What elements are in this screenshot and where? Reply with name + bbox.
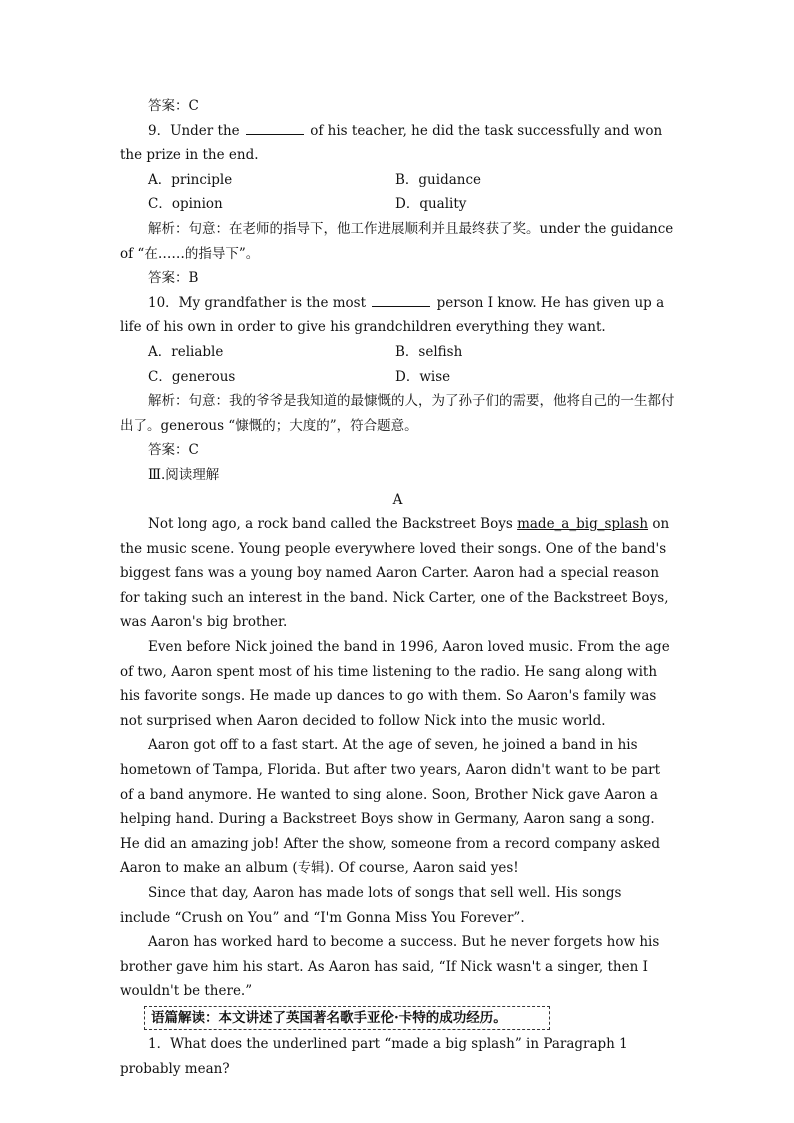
q1-stem: 1．What does the underlined part “made a big splash” in Paragraph 1 probably mean? <box>120 1035 628 1077</box>
q10-blank <box>372 292 430 307</box>
passage-label: A <box>392 491 403 508</box>
q9-answer: 答案：B <box>148 270 199 287</box>
q9-options-row-2 <box>120 192 675 217</box>
section-title: Ⅲ.阅读理解 <box>148 466 220 483</box>
passage-p1-underlined: made_a_big_splash <box>517 516 649 533</box>
passage-paragraph-5: Aaron has worked hard to become a success. But he never forgets how his brother gave him his start. As Aaron has said, “If Nick wasn't a singer, then I wouldn't be there.” <box>120 934 660 1000</box>
passage-paragraph-2: Even before Nick joined the band in 1996, Aaron loved music. From the age of two, Aaron spent most of his time listening to the radio. He sang along with his favorite songs. He made up dances to go with them. So Aaron's family was not surprised when Aaron decided to follow Nick into the music world. <box>120 639 670 729</box>
q10-answer: 答案：C <box>148 442 199 459</box>
passage-p1-after: on the music scene. Young people everywhere loved their songs. One of the band's biggest fans was a young boy named Aaron Carter. Aaron had a special reason for taking such an interest in the band. Nick Carter, one of the Backstreet Boys, was Aaron's big brother. <box>120 516 670 631</box>
q10-stem <box>120 291 675 340</box>
q9-option-c: C．opinion <box>148 196 223 213</box>
q9-options-row-1 <box>120 168 675 193</box>
q9-analysis: 解析：句意：在老师的指导下，他工作进展顺利并且最终获了奖。under the guidance of “在……的指导下”。 <box>120 220 674 262</box>
q9-stem <box>120 119 675 168</box>
q10-option-a: A．reliable <box>148 343 224 360</box>
passage-paragraph-4: Since that day, Aaron has made lots of songs that sell well. His songs include “Crush on You” and “I'm Gonna Miss You Forever”. <box>120 885 622 926</box>
q9-option-a: A．principle <box>148 171 233 188</box>
q9-blank <box>246 120 304 135</box>
q10-stem-before: 10．My grandfather is the most <box>148 294 367 311</box>
q8-answer: 答案：C <box>148 98 199 114</box>
summary-box: 语篇解读：本文讲述了英国著名歌手亚伦·卡特的成功经历。 <box>144 1006 550 1030</box>
q10-options-row-2 <box>120 365 675 390</box>
passage-p1-before: Not long ago, a rock band called the Backstreet Boys <box>148 516 518 533</box>
q10-analysis: 解析：句意：我的爷爷是我知道的最慷慨的人，为了孙子们的需要，他将自己的一生都付出了。generous “慷慨的；大度的”，符合题意。 <box>120 393 675 434</box>
passage-paragraph-3: Aaron got off to a fast start. At the age of seven, he joined a band in his hometown of Tampa, Florida. But after two years, Aaron didn't want to be part of a band anymore. He wanted to sing alone. Soon, Brother Nick gave Aaron a helping hand. During a Backstreet Boys show in Germany, Aaron sang a song. He did an amazing job! After the show, someone from a record company asked Aaron to make an album (专辑). Of course, Aaron said yes! <box>120 737 661 877</box>
q9-option-d: D．quality <box>395 196 467 213</box>
q10-options-row-1 <box>120 340 675 365</box>
q9-stem-after: of his teacher, he did the task successfully and won the prize in the end. <box>120 122 663 164</box>
q9-stem-before: 9．Under the <box>148 122 240 139</box>
document-content <box>120 94 675 1081</box>
q10-option-d: D．wise <box>395 368 451 385</box>
q10-option-b: B．selfish <box>395 343 463 360</box>
q9-option-b: B．guidance <box>395 171 482 188</box>
q10-stem-after: person I know. He has given up a life of his own in order to give his grandchildren everything they want. <box>120 294 665 336</box>
passage-paragraph-1 <box>120 512 675 635</box>
q10-option-c: C．generous <box>148 368 236 385</box>
